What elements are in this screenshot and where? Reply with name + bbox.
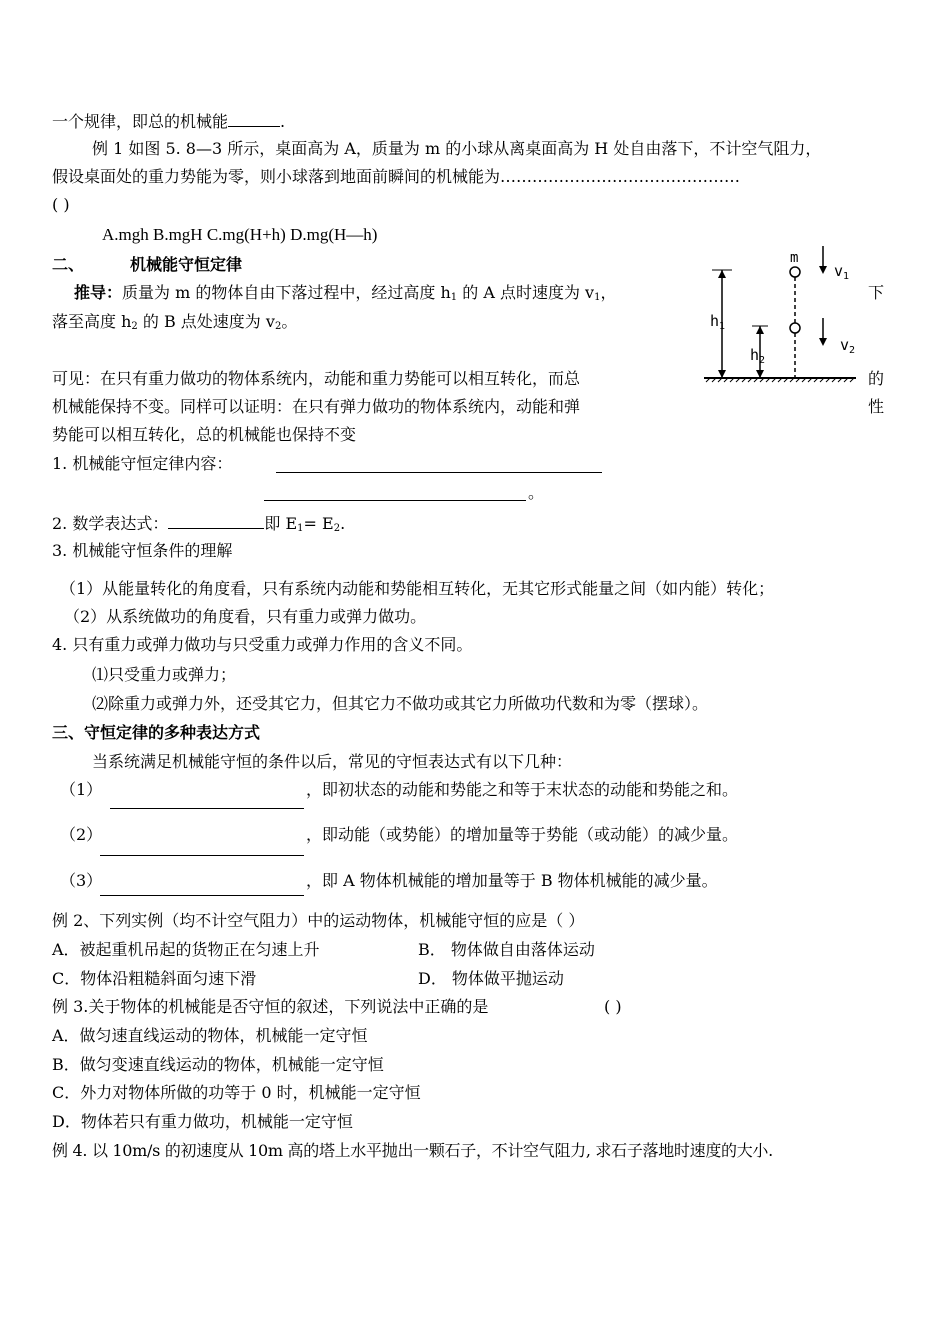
item4-heading: 4. 只有重力或弹力做功与只受重力或弹力作用的含义不同。	[52, 635, 473, 654]
ex1-paren: ( )	[52, 195, 70, 214]
subscript-2: 2	[131, 321, 138, 332]
derive-line2-a: 落至高度 h	[52, 312, 132, 331]
intro-line	[52, 108, 285, 133]
ex1-line2: 假设桌面处的重力势能为零，则小球落到地面前瞬间的机械能为………………………………………	[52, 167, 741, 186]
h1-arrow-down	[718, 370, 726, 378]
item3-point2: （2）从系统做功的角度看，只有重力或弹力做功。	[64, 607, 427, 626]
ball-position-b	[790, 323, 800, 333]
item2-text-c: .	[340, 514, 346, 533]
item3-point1: （1）从能量转化的角度看，只有系统内动能和势能相互转化，无其它形式能量之间（如内能）转化；	[60, 579, 775, 598]
derive-line2-c: 。	[281, 312, 298, 331]
fill-blank	[264, 500, 526, 501]
h1-arrow-up	[718, 270, 726, 278]
derive-line1	[74, 282, 616, 309]
conclusion-line2-tail: 性	[868, 397, 885, 416]
fill-blank	[110, 808, 304, 809]
ex1-options: A.mgh B.mgH C.mg(H+h) D.mg(H—h)	[102, 225, 378, 244]
h2-arrow-down	[756, 370, 764, 378]
subscript-1: 1	[450, 292, 458, 303]
derive-text-b: 的 A 点时速度为 v	[457, 283, 595, 302]
fill-blank	[276, 472, 602, 473]
ex3-option-c: C．外力对物体所做的功等于 0 时，机械能一定守恒	[52, 1083, 421, 1102]
h2-label: $h_2$	[750, 346, 766, 366]
ex1-line1: 例 1 如图 5. 8—3 所示，桌面高为 A，质量为 m 的小球从离桌面高为 H 处自由落下，不计空气阻力，	[92, 139, 822, 158]
subscript-2: 2	[274, 321, 282, 332]
conclusion-line1-tail: 的	[868, 369, 885, 388]
ex3-option-a: A．做匀速直线运动的物体，机械能一定守恒	[52, 1026, 368, 1045]
item2-label: 2. 数学表达式：	[52, 514, 169, 533]
intro-end: .	[280, 112, 286, 131]
item2-line	[52, 510, 345, 540]
section3-intro: 当系统满足机械能守恒的条件以后，常见的守恒表达式有以下几种：	[92, 752, 573, 771]
h2-arrow-up	[756, 326, 764, 334]
form2-text: ，即动能（或势能）的增加量等于势能（或动能）的减少量。	[306, 825, 739, 844]
fill-blank	[168, 510, 264, 529]
form2-number: （2）	[60, 825, 103, 844]
v2-label: $v_2$	[840, 336, 856, 356]
conclusion-line3: 势能可以相互转化，总的机械能也保持不变	[52, 425, 357, 444]
fill-blank	[100, 855, 304, 856]
ex2-question: 例 2、下列实例（均不计空气阻力）中的运动物体，机械能守恒的应是（ ）	[52, 911, 585, 930]
item1-label: 1. 机械能守恒定律内容：	[52, 454, 233, 473]
conclusion-line1: 可见：在只有重力做功的物体系统内，动能和重力势能可以相互转化，而总	[52, 369, 581, 388]
conclusion-line2: 机械能保持不变。同样可以证明：在只有弹力做功的物体系统内，动能和弹	[52, 397, 581, 416]
item2-text-b: = E	[303, 514, 334, 533]
ex2-option-a: A．被起重机吊起的货物正在匀速上升	[52, 940, 320, 959]
mass-label: m	[790, 250, 799, 266]
v1-label: $v_1$	[834, 262, 850, 282]
ex3-option-b: B．做匀变速直线运动的物体，机械能一定守恒	[52, 1055, 384, 1074]
fill-blank	[228, 108, 280, 127]
ex3-option-d: D．物体若只有重力做功，机械能一定守恒	[52, 1112, 353, 1131]
derive-line2	[52, 311, 297, 338]
item3-heading: 3. 机械能守恒条件的理解	[52, 541, 233, 560]
ex2-option-d: D． 物体做平抛运动	[418, 969, 564, 988]
item4-point1: ⑴只受重力或弹力；	[92, 665, 237, 684]
form3-number: （3）	[60, 871, 103, 890]
subscript-2: 2	[333, 523, 341, 534]
fill-blank	[100, 895, 304, 896]
intro-text: 一个规律，即总的机械能	[52, 112, 229, 131]
ex3-paren: ( )	[604, 997, 622, 1016]
v2-arrowhead	[819, 338, 827, 346]
form1-text: ，即初状态的动能和势能之和等于末状态的动能和势能之和。	[306, 780, 739, 799]
section2-title: 机械能守恒定律	[130, 255, 243, 274]
section3-title: 三、守恒定律的多种表达方式	[52, 723, 261, 742]
derive-text-c: ，	[600, 283, 617, 302]
section2-number: 二、	[52, 255, 85, 274]
ex2-option-c: C．物体沿粗糙斜面匀速下滑	[52, 969, 257, 988]
derive-text-a: 质量为 m 的物体自由下落过程中，经过高度 h	[122, 283, 451, 302]
ex3-question: 例 3.关于物体的机械能是否守恒的叙述，下列说法中正确的是	[52, 997, 489, 1016]
ex4-question: 例 4. 以 10m/s 的初速度从 10m 高的塔上水平抛出一颗石子，不计空气阻力, 求石子落地时速度的大小.	[52, 1141, 773, 1160]
ex2-option-b: B． 物体做自由落体运动	[418, 940, 595, 959]
form3-text: ，即 A 物体机械能的增加量等于 B 物体机械能的减少量。	[306, 871, 718, 890]
item2-text-a: 即 E	[264, 514, 298, 533]
h1-label: $h_1$	[710, 312, 726, 332]
v1-arrowhead	[819, 266, 827, 274]
subscript-1: 1	[297, 523, 304, 534]
form1-number: （1）	[60, 780, 103, 799]
derive-tail: 下	[868, 283, 885, 302]
subscript-1: 1	[594, 292, 601, 303]
item1-end: 。	[528, 483, 545, 502]
ball-position-a	[790, 267, 800, 277]
derive-label: 推导：	[74, 283, 123, 302]
item4-point2: ⑵除重力或弹力外，还受其它力，但其它力不做功或其它力所做功代数和为零（摆球）。	[92, 694, 709, 713]
derive-line2-b: 的 B 点处速度为 v	[137, 312, 275, 331]
